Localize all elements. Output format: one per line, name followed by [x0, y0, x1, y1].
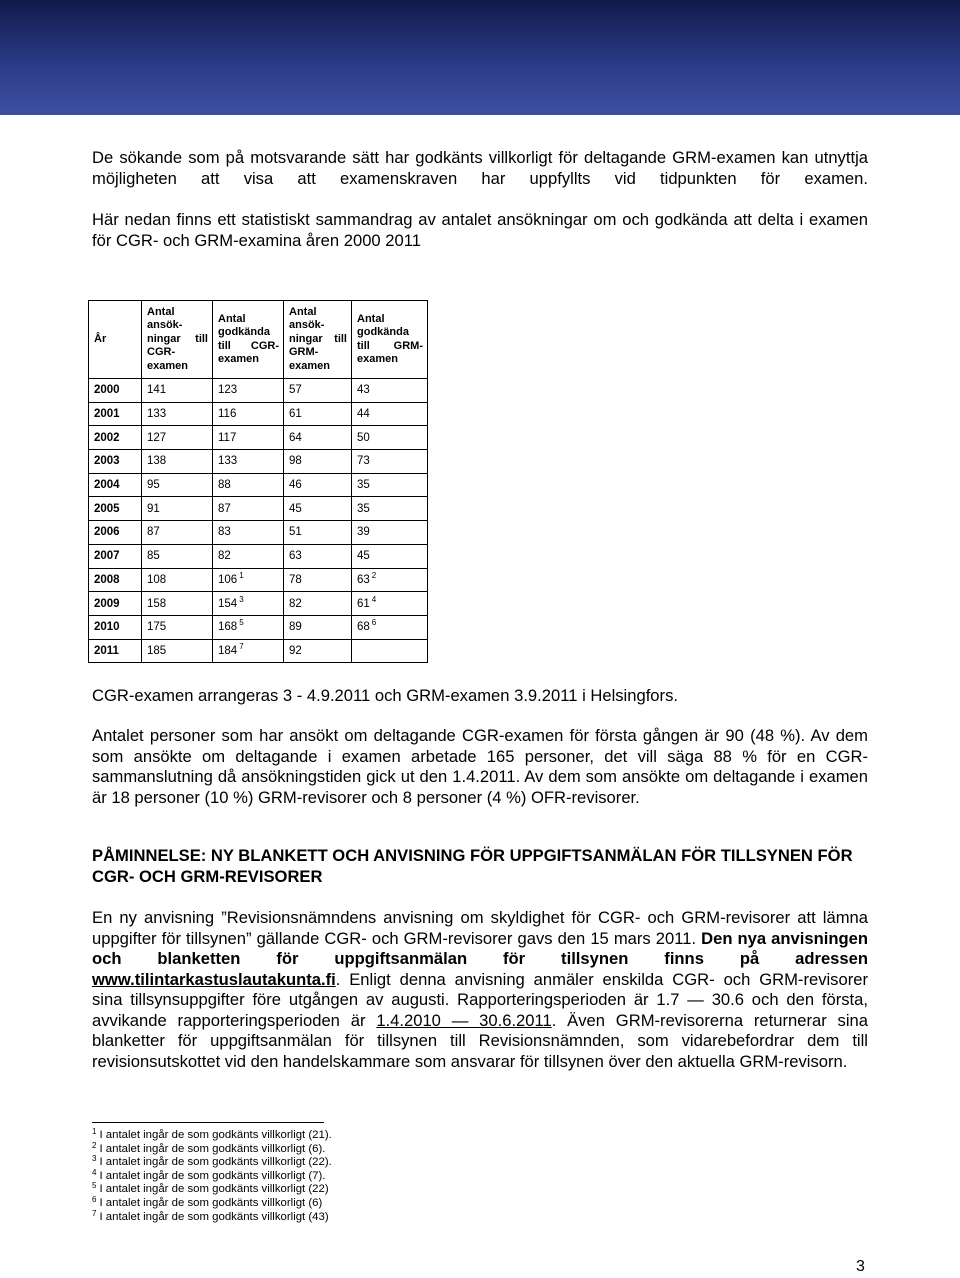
footnote-number: 1 — [92, 1127, 97, 1136]
cell-cgr-applications — [142, 544, 213, 568]
cell-grm-applications-value: 57 — [289, 384, 302, 397]
footnote-number: 2 — [92, 1140, 97, 1150]
cell-cgr-applications-value: 185 — [147, 644, 167, 657]
footnote-number: 6 — [92, 1194, 97, 1204]
cell-grm-applications — [284, 379, 352, 403]
cell-year-value: 2008 — [94, 573, 120, 586]
cell-grm-applications-value: 45 — [289, 502, 302, 515]
footnote-number: 3 — [92, 1154, 97, 1164]
footnote-number: 5 — [92, 1181, 97, 1191]
table-row — [89, 592, 428, 616]
footnote — [92, 1129, 332, 1143]
cell-grm-applications — [284, 426, 352, 450]
cell-grm-approved — [352, 544, 428, 568]
cell-grm-applications-value: 61 — [289, 408, 302, 421]
cell-year-value: 2000 — [94, 384, 120, 397]
cell-grm-approved-value: 43 — [357, 384, 370, 397]
first-period-text: 1.4.2010 — 30.6.2011 — [376, 1010, 552, 1030]
cell-cgr-applications-value: 175 — [147, 621, 167, 634]
footnote — [92, 1140, 332, 1157]
footnote-marker: 3 — [239, 594, 244, 604]
footnote — [92, 1194, 332, 1211]
cell-cgr-applications-value: 158 — [147, 597, 167, 610]
footnote — [92, 1183, 332, 1197]
cell-year — [89, 379, 142, 403]
cell-grm-approved — [352, 450, 428, 474]
cell-grm-approved — [352, 592, 428, 616]
cell-year — [89, 521, 142, 545]
cell-cgr-applications — [142, 521, 213, 545]
footnote-text: I antalet ingår de som godkänts villkorligt (7). — [99, 1169, 326, 1182]
cell-year-value: 2001 — [94, 408, 120, 421]
cell-grm-approved — [352, 379, 428, 403]
cell-grm-applications-value: 46 — [289, 479, 302, 492]
table-header-row — [89, 301, 428, 379]
cell-year-value: 2010 — [94, 621, 120, 634]
cell-cgr-applications-value: 133 — [147, 408, 167, 421]
intro-paragraph: De sökande som på motsvarande sätt har godkänts villkorligt för deltagande GRM-examen kan utnyttja möjligheten att visa att examenskraven har uppfyllts vid tidpunkten för examen. — [92, 148, 868, 188]
table-row — [89, 521, 428, 545]
table-row — [89, 379, 428, 403]
cell-grm-applications — [284, 639, 352, 663]
cell-grm-approved — [352, 426, 428, 450]
cell-grm-approved-value: 35 — [357, 479, 370, 492]
summary-intro-paragraph: Här nedan finns ett statistiskt sammandrag av antalet ansökningar om och godkända att delta i examen för CGR- och GRM-examina åren 2000 2011 — [92, 210, 868, 250]
cell-grm-applications-value: 51 — [289, 526, 302, 539]
footnote-separator — [92, 1122, 324, 1123]
header-cgr-applications: Antal ansök- ningar till CGR- examen — [142, 301, 213, 379]
statistics-table — [88, 300, 428, 663]
footnote-marker: 4 — [371, 594, 377, 604]
cell-year-value: 2005 — [94, 502, 120, 515]
table-row — [89, 497, 428, 521]
cell-cgr-approved-value: 154 — [218, 597, 238, 610]
cell-year — [89, 568, 142, 592]
cell-grm-applications-value: 98 — [289, 455, 302, 468]
cell-grm-approved — [352, 473, 428, 497]
cell-grm-approved-value: 61 — [357, 597, 370, 610]
cell-cgr-approved-value: 87 — [218, 502, 231, 515]
header-grm-approved: Antal godkända till GRM- examen — [352, 301, 428, 379]
cell-cgr-approved-value: 117 — [218, 431, 237, 444]
website-link[interactable]: www.tilintarkastuslautakunta.fi — [92, 969, 336, 989]
cell-cgr-applications-value: 87 — [147, 526, 160, 539]
header-banner — [0, 0, 960, 115]
cell-year-value: 2004 — [94, 479, 120, 492]
cell-grm-approved — [352, 521, 428, 545]
cell-grm-approved-value: 50 — [357, 431, 370, 444]
cell-cgr-approved-value: 133 — [218, 455, 238, 468]
cell-cgr-approved-value: 116 — [218, 408, 237, 421]
cell-cgr-applications — [142, 426, 213, 450]
cell-cgr-applications — [142, 379, 213, 403]
cell-cgr-approved — [213, 473, 284, 497]
table-row — [89, 568, 428, 592]
cell-year — [89, 402, 142, 426]
footnote — [92, 1156, 332, 1170]
header-grm-applications: Antal ansök- ningar till GRM- examen — [284, 301, 352, 379]
cell-grm-applications — [284, 521, 352, 545]
instruction-text-c: . Även GRM-revisorerna returnerar sina blanketter för uppgiftsanmälan för tillsynen till Revisionsnämnden, som vidarebefordrar dem till revisionsutskottet vid den handelskammare som ansvarar för tillsynen över den aktuella GRM-revisorn. — [92, 1010, 868, 1071]
cell-cgr-applications — [142, 497, 213, 521]
cell-grm-approved-value: 35 — [357, 502, 370, 515]
footnotes — [92, 1129, 332, 1224]
cell-grm-applications — [284, 497, 352, 521]
cell-cgr-approved-value: 88 — [218, 479, 231, 492]
instruction-bold-text: Den nya anvisningen och blanketten för uppgiftsanmälan för tillsynen finns på adressen — [92, 928, 868, 968]
cell-cgr-approved — [213, 402, 284, 426]
cell-cgr-applications — [142, 450, 213, 474]
cell-year-value: 2009 — [94, 597, 120, 610]
cell-grm-approved — [352, 639, 428, 663]
cell-year — [89, 592, 142, 616]
cell-grm-applications-value: 63 — [289, 550, 302, 563]
footnote — [92, 1208, 332, 1225]
cell-cgr-approved-value: 106 — [218, 573, 238, 586]
cell-cgr-applications — [142, 473, 213, 497]
cell-grm-approved-value: 68 — [357, 621, 370, 634]
instruction-text-b: . Enligt denna anvisning anmäler enskilda CGR- och GRM-revisorer sina tillsynsuppgifter före utgången av augusti. Rapporteringsperioden är 1.7 — 30.6 och den första, avvikande rapporteringsperioden är — [92, 969, 868, 1030]
footnote-text: I antalet ingår de som godkänts villkorligt (22). — [99, 1156, 332, 1169]
cell-grm-approved — [352, 615, 428, 639]
cell-cgr-approved-value: 82 — [218, 550, 231, 563]
cell-year — [89, 615, 142, 639]
cell-grm-approved-value: 45 — [357, 550, 370, 563]
cell-grm-applications-value: 92 — [289, 644, 302, 657]
cell-cgr-applications-value: 127 — [147, 431, 167, 444]
cell-cgr-approved-value: 184 — [218, 644, 238, 657]
table-row — [89, 615, 428, 639]
cell-year — [89, 426, 142, 450]
table-row — [89, 544, 428, 568]
footnote-marker: 1 — [239, 570, 244, 580]
cell-grm-approved-value: 73 — [357, 455, 370, 468]
table-row — [89, 639, 428, 663]
footnote-text: I antalet ingår de som godkänts villkorligt (6) — [99, 1196, 323, 1209]
cell-year-value: 2003 — [94, 455, 120, 468]
cell-cgr-applications-value: 85 — [147, 550, 160, 563]
cell-year — [89, 639, 142, 663]
cell-cgr-approved — [213, 615, 284, 639]
footnote-text: I antalet ingår de som godkänts villkorligt (21). — [99, 1129, 332, 1141]
cell-grm-applications-value: 78 — [289, 573, 302, 586]
cell-grm-approved-value: 63 — [357, 573, 370, 586]
cell-cgr-applications-value: 91 — [147, 502, 160, 515]
cell-cgr-approved — [213, 544, 284, 568]
cell-cgr-applications — [142, 402, 213, 426]
footnote-marker: 6 — [371, 618, 377, 628]
cell-cgr-applications — [142, 592, 213, 616]
page-number: 3 — [856, 1258, 865, 1275]
cell-grm-applications — [284, 568, 352, 592]
header-cgr-approved: Antal godkända till CGR- examen — [213, 301, 284, 379]
table-row — [89, 450, 428, 474]
cell-year-value: 2002 — [94, 431, 120, 444]
cell-grm-applications-value: 64 — [289, 431, 302, 444]
cell-grm-approved-value: 44 — [357, 408, 370, 421]
cell-grm-applications — [284, 615, 352, 639]
footnote-number: 4 — [92, 1167, 97, 1177]
footnote-number: 7 — [92, 1208, 97, 1218]
cell-year-value: 2006 — [94, 526, 120, 539]
cell-cgr-approved — [213, 426, 284, 450]
new-instruction-paragraph — [92, 908, 868, 1072]
cell-year — [89, 473, 142, 497]
footnote-marker: 5 — [239, 618, 244, 628]
table-row — [89, 426, 428, 450]
cell-grm-applications — [284, 402, 352, 426]
cell-cgr-approved — [213, 521, 284, 545]
footnote-marker: 2 — [371, 570, 377, 580]
cell-grm-approved-value: 39 — [357, 526, 370, 539]
table-body — [89, 379, 428, 663]
cell-cgr-approved-value: 123 — [218, 384, 238, 397]
reminder-heading: PÅMINNELSE: NY BLANKETT OCH ANVISNING FÖR UPPGIFTSANMÄLAN FÖR TILLSYNEN FÖR CGR- OCH GRM-REVISORER — [92, 846, 853, 886]
cell-cgr-approved — [213, 639, 284, 663]
table-row — [89, 402, 428, 426]
cell-cgr-approved — [213, 568, 284, 592]
cell-cgr-applications-value: 138 — [147, 455, 167, 468]
cell-grm-approved — [352, 568, 428, 592]
cell-grm-applications-value: 82 — [289, 597, 302, 610]
cell-grm-applications — [284, 592, 352, 616]
exam-dates-paragraph: CGR-examen arrangeras 3 - 4.9.2011 och GRM-examen 3.9.2011 i Helsingfors. — [92, 686, 678, 705]
cell-year — [89, 544, 142, 568]
cell-cgr-applications — [142, 639, 213, 663]
cell-cgr-applications — [142, 615, 213, 639]
cell-grm-applications — [284, 473, 352, 497]
cell-cgr-applications-value: 141 — [147, 384, 167, 397]
footnote-marker: 7 — [239, 641, 244, 651]
cell-grm-approved — [352, 402, 428, 426]
footnote-text: I antalet ingår de som godkänts villkorligt (43) — [99, 1210, 329, 1223]
header-year: År — [89, 301, 142, 379]
cell-year — [89, 450, 142, 474]
cell-grm-applications — [284, 450, 352, 474]
cell-cgr-applications-value: 95 — [147, 479, 160, 492]
cell-cgr-applications-value: 108 — [147, 573, 167, 586]
cell-grm-applications — [284, 544, 352, 568]
footnote — [92, 1167, 332, 1184]
cell-cgr-applications — [142, 568, 213, 592]
cell-cgr-approved — [213, 592, 284, 616]
cell-cgr-approved — [213, 450, 284, 474]
table-row — [89, 473, 428, 497]
cell-cgr-approved — [213, 379, 284, 403]
cell-year — [89, 497, 142, 521]
footnote-text: I antalet ingår de som godkänts villkorligt (22) — [99, 1183, 329, 1196]
cell-year-value: 2007 — [94, 550, 120, 563]
cell-cgr-approved-value: 168 — [218, 621, 238, 634]
cell-grm-applications-value: 89 — [289, 621, 302, 634]
footnote-text: I antalet ingår de som godkänts villkorligt (6). — [99, 1142, 326, 1155]
cell-cgr-approved-value: 83 — [218, 526, 231, 539]
instruction-text-a: En ny anvisning ”Revisionsnämndens anvisning om skyldighet för CGR- och GRM-revisorer att lämna uppgifter för tillsynen” gällande CGR- och GRM-revisorer gavs den 15 mars 2011. — [92, 908, 868, 948]
cell-cgr-approved — [213, 497, 284, 521]
cell-year-value: 2011 — [94, 644, 119, 657]
cell-grm-approved — [352, 497, 428, 521]
applicant-stats-paragraph: Antalet personer som har ansökt om deltagande CGR-examen för första gången är 90 (48 %). Av dem som ansökte om deltagande i examen arbetade 165 personer, det vill säga 88 % för en CGR-sammanslutning då ansökningstiden gick ut den 1.4.2011. Av dem som ansökte om deltagande i examen är 18 personer (10 %) GRM-revisorer och 8 personer (4 %) OFR-revisorer. — [92, 726, 868, 807]
